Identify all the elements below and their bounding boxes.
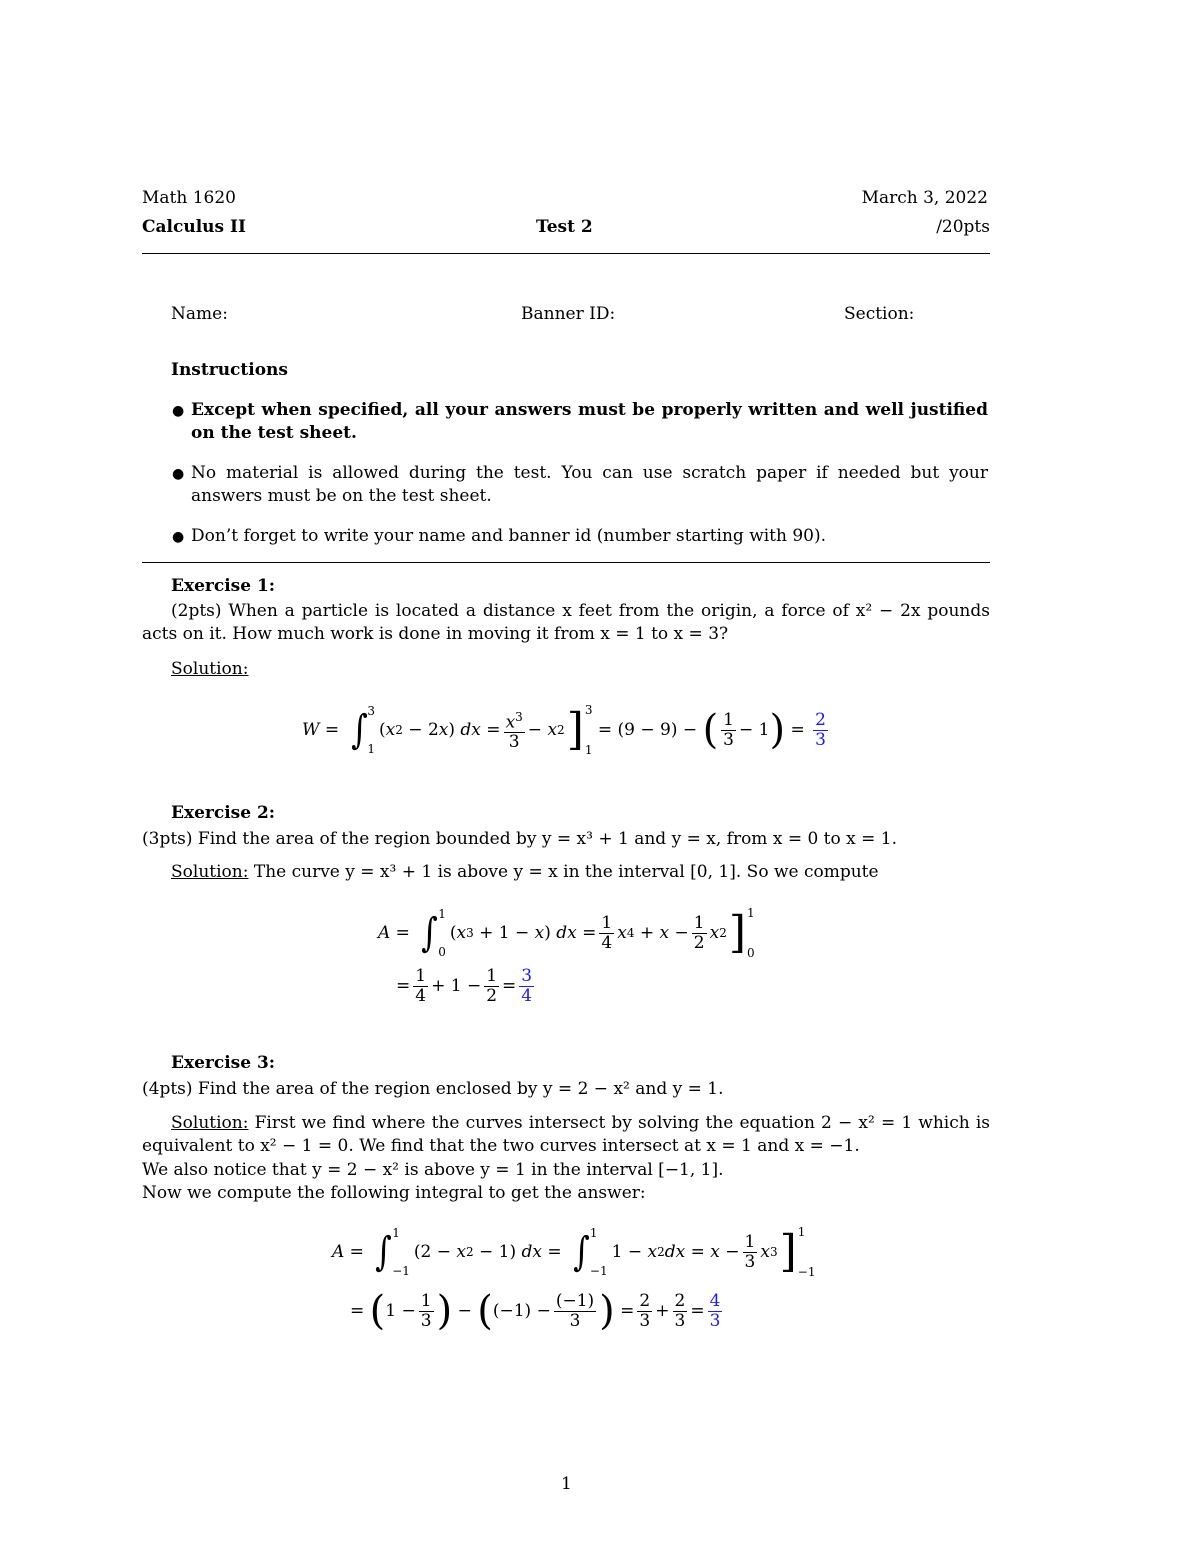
header-rule [142, 253, 990, 254]
exercise-3-note-1: We also notice that y = 2 − x² is above y = 1 in the interval [−1, 1]. [142, 1160, 724, 1180]
exercise-3-equation-line-2: = ( 1 − $\frac{1}{3}$ ) − ( (−1) − $\frac{(-1)}{3}$ ) = $\frac{2}{3}$ + $\frac{2}{3}$ = $\frac{4}{3}$ [350, 1288, 721, 1334]
exercise-3-equation-line-1: A = ∫ 1 −1 (2 − x 2 − 1) dx = ∫ 1 −1 1 − x 2 dx = x − $\frac{1}{3}$ x 3 ] 1 −1 [332, 1225, 816, 1279]
section-label: Section: [844, 304, 915, 324]
bullet-icon: ● [172, 529, 185, 545]
instructions-rule [142, 562, 990, 563]
exercise-2-equation-line-2: = $\frac{1}{4}$ + 1 − $\frac{1}{2}$ = $\frac{3}{4}$ [396, 965, 533, 1006]
exercise-3-title: Exercise 3: [171, 1053, 276, 1073]
exercise-2-statement: (3pts) Find the area of the region bounded by y = x³ + 1 and y = x, from x = 0 to x = 1. [142, 829, 898, 849]
course-title: Calculus II [142, 217, 246, 237]
exercise-2-solution [171, 862, 879, 882]
exercise-1-solution-label: Solution: [171, 659, 249, 679]
exercise-2-equation-line-1: A = ∫ 1 0 ( x 3 + 1 − x ) dx = $\frac{1}{4}$ x 4 + x − $\frac{1}{2}$ x 2 ] 1 0 [378, 906, 755, 960]
instruction-text: Don’t forget to write your name and banner id (number starting with 90). [191, 526, 827, 546]
exercise-1-title: Exercise 1: [171, 576, 276, 596]
name-label: Name: [171, 304, 228, 324]
exercise-2-solution-text: The curve y = x³ + 1 is above y = x in the interval [0, 1]. So we compute [253, 862, 879, 882]
test-date: March 3, 2022 [861, 188, 988, 208]
test-title: Test 2 [536, 217, 593, 237]
page-number: 1 [561, 1474, 572, 1494]
course-number: Math 1620 [142, 188, 236, 208]
exercise-2-solution-label: Solution: [171, 862, 249, 882]
exercise-2-answer: $\frac{3}{4}$ [521, 965, 533, 1006]
instruction-text: Except when specified, all your answers must be properly written and well justified on the test sheet. [191, 400, 988, 443]
exercise-1-statement: (2pts) When a particle is located a distance x feet from the origin, a force of x² − 2x pounds acts on it. How much work is done in moving it from x = 1 to x = 3? [142, 601, 990, 644]
exercise-1-equation: W = ∫ 3 1 ( x 2 − 2 x ) dx = $\frac{x^3}{3}$ − x 2 ] 3 1 = (9 − 9) − ( $\frac{1}{3}$ − 1 ) = $\frac{2}{3}$ [302, 703, 826, 757]
exercise-3-solution-text: First we find where the curves intersect by solving the equation 2 − x² = 1 which is equivalent to x² − 1 = 0. We find that the two curves intersect at x = 1 and x = −1. [142, 1113, 991, 1156]
exercise-3-answer: $\frac{4}{3}$ [709, 1290, 721, 1331]
instruction-text: No material is allowed during the test. You can use scratch paper if needed but your answers must be on the test sheet. [191, 463, 988, 506]
exercise-3-note-2: Now we compute the following integral to get the answer: [142, 1183, 646, 1203]
bullet-icon: ● [172, 466, 185, 482]
bullet-icon: ● [172, 403, 185, 419]
exercise-2-title: Exercise 2: [171, 803, 276, 823]
total-points: /20pts [936, 217, 990, 237]
banner-id-label: Banner ID: [521, 304, 616, 324]
exercise-3-solution [142, 1112, 990, 1158]
instructions-title: Instructions [171, 360, 288, 380]
exercise-3-solution-label: Solution: [171, 1113, 249, 1133]
exercise-1-answer: $\frac{2}{3}$ [815, 709, 826, 750]
exercise-3-statement: (4pts) Find the area of the region enclosed by y = 2 − x² and y = 1. [142, 1079, 724, 1099]
